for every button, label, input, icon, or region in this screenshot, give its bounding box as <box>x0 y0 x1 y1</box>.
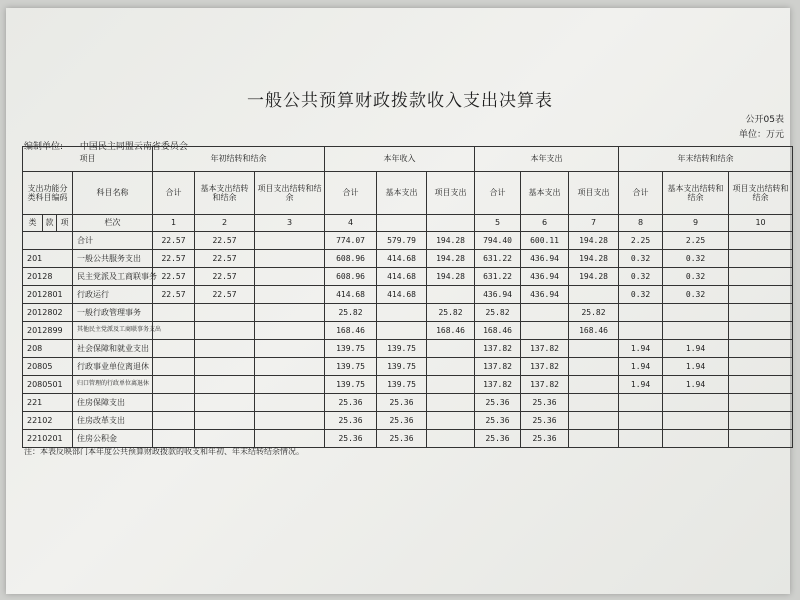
row-cell-col9 <box>569 286 619 304</box>
row-cell-col11 <box>663 322 729 340</box>
row-subject-name: 一般行政管理事务 <box>73 304 153 322</box>
header-expense-basic: 基本支出 <box>521 172 569 215</box>
row-cell-col2 <box>195 376 255 394</box>
row-subject-name: 住房保障支出 <box>73 394 153 412</box>
row-cell-col6: 194.28 <box>427 250 475 268</box>
row-cell-col6 <box>427 376 475 394</box>
header-begin-basic: 基本支出结转和结余 <box>195 172 255 215</box>
row-cell-col4: 608.96 <box>325 250 377 268</box>
row-cell-col11 <box>663 430 729 448</box>
row-cell-col8: 137.82 <box>521 376 569 394</box>
row-cell-col5: 414.68 <box>377 268 427 286</box>
row-cell-col11: 1.94 <box>663 340 729 358</box>
row-cell-col7: 137.82 <box>475 340 521 358</box>
row-cell-col8: 436.94 <box>521 268 569 286</box>
header-end-total: 合计 <box>619 172 663 215</box>
row-subject-name: 一般公共服务支出 <box>73 250 153 268</box>
footnote: 注：本表反映部门本年度公共预算财政拨款的收支和年初、年末结转结余情况。 <box>24 447 304 456</box>
row-cell-col4: 168.46 <box>325 322 377 340</box>
row-subject-name: 民主党派及工商联事务 <box>73 268 153 286</box>
row-subject-name: 行政运行 <box>73 286 153 304</box>
header-income-total: 合计 <box>325 172 377 215</box>
row-cell-col1: 22.57 <box>153 286 195 304</box>
row-cell-col7: 25.36 <box>475 412 521 430</box>
row-cell-col6: 194.28 <box>427 268 475 286</box>
row-cell-col12 <box>729 322 793 340</box>
table-row <box>23 322 793 340</box>
table-row <box>23 376 793 394</box>
org-label: 编制单位: <box>24 142 64 152</box>
row-code: 2210201 <box>23 430 73 448</box>
row-cell-col11: 1.94 <box>663 376 729 394</box>
row-cell-col9: 25.82 <box>569 304 619 322</box>
row-cell-col12 <box>729 394 793 412</box>
row-cell-col8 <box>521 304 569 322</box>
row-cell-col2 <box>195 394 255 412</box>
row-cell-col6 <box>427 412 475 430</box>
row-cell-col9 <box>569 358 619 376</box>
header-expense: 本年支出 <box>475 147 619 172</box>
row-cell-col6 <box>427 286 475 304</box>
row-cell-col4: 139.75 <box>325 358 377 376</box>
row-code: 2012801 <box>23 286 73 304</box>
row-cell-col7: 631.22 <box>475 268 521 286</box>
row-cell-col12 <box>729 250 793 268</box>
col-num: 5 <box>475 215 521 232</box>
row-cell-col10 <box>619 304 663 322</box>
row-cell-col7: 794.40 <box>475 232 521 250</box>
row-cell-col3 <box>255 286 325 304</box>
row-subject-name: 合计 <box>73 232 153 250</box>
row-subject-name: 住房改革支出 <box>73 412 153 430</box>
row-cell-col4: 774.07 <box>325 232 377 250</box>
row-cell-col4: 139.75 <box>325 376 377 394</box>
row-cell-col3 <box>255 268 325 286</box>
row-cell-col5: 25.36 <box>377 412 427 430</box>
row-cell-col1 <box>153 412 195 430</box>
row-cell-col5: 139.75 <box>377 376 427 394</box>
header-begin-project: 项目支出结转和结余 <box>255 172 325 215</box>
row-cell-col12 <box>729 232 793 250</box>
row-cell-col4: 25.36 <box>325 412 377 430</box>
row-cell-col3 <box>255 250 325 268</box>
header-row-2 <box>23 172 793 215</box>
row-cell-col5: 25.36 <box>377 394 427 412</box>
row-cell-col12 <box>729 268 793 286</box>
row-cell-col4: 25.82 <box>325 304 377 322</box>
row-code: 22102 <box>23 412 73 430</box>
row-code: 2012899 <box>23 322 73 340</box>
row-cell-col4: 139.75 <box>325 340 377 358</box>
row-cell-col7: 25.36 <box>475 430 521 448</box>
budget-table <box>22 146 793 448</box>
row-cell-col10: 0.32 <box>619 250 663 268</box>
col-num: 7 <box>569 215 619 232</box>
row-cell-col9 <box>569 394 619 412</box>
row-cell-col10: 0.32 <box>619 286 663 304</box>
row-cell-col3 <box>255 430 325 448</box>
row-cell-col3 <box>255 232 325 250</box>
table-row <box>23 250 793 268</box>
row-cell-col9: 194.28 <box>569 232 619 250</box>
row-cell-col11 <box>663 304 729 322</box>
row-cell-col1 <box>153 304 195 322</box>
row-cell-col7: 631.22 <box>475 250 521 268</box>
row-cell-col2 <box>195 322 255 340</box>
row-code: 2012802 <box>23 304 73 322</box>
row-cell-col1: 22.57 <box>153 232 195 250</box>
row-cell-col3 <box>255 358 325 376</box>
row-cell-col5: 579.79 <box>377 232 427 250</box>
header-row-1 <box>23 147 793 172</box>
row-code <box>23 232 73 250</box>
row-cell-col6: 168.46 <box>427 322 475 340</box>
row-subject-name: 社会保障和就业支出 <box>73 340 153 358</box>
header-subject-name: 科目名称 <box>73 172 153 215</box>
col-num: 2 <box>195 215 255 232</box>
org-name: 中国民主同盟云南省委员会 <box>79 142 188 152</box>
row-cell-col3 <box>255 304 325 322</box>
col-num: 4 <box>325 215 377 232</box>
row-code: 20128 <box>23 268 73 286</box>
row-cell-col2: 22.57 <box>195 250 255 268</box>
row-cell-col11: 0.32 <box>663 268 729 286</box>
row-cell-col8: 137.82 <box>521 358 569 376</box>
row-cell-col5: 25.36 <box>377 430 427 448</box>
row-code: 20805 <box>23 358 73 376</box>
row-cell-col2 <box>195 430 255 448</box>
row-cell-col10: 1.94 <box>619 358 663 376</box>
row-cell-col12 <box>729 376 793 394</box>
row-cell-col9: 194.28 <box>569 268 619 286</box>
row-cell-col7: 137.82 <box>475 376 521 394</box>
row-cell-col12 <box>729 358 793 376</box>
row-subject-name: 其他民主党派及工商联事务支出 <box>73 322 153 340</box>
row-cell-col11: 2.25 <box>663 232 729 250</box>
row-cell-col2 <box>195 412 255 430</box>
col-num: 8 <box>619 215 663 232</box>
header-expense-total: 合计 <box>475 172 521 215</box>
table-row <box>23 340 793 358</box>
row-cell-col3 <box>255 340 325 358</box>
row-cell-col7: 25.82 <box>475 304 521 322</box>
row-cell-col8: 436.94 <box>521 286 569 304</box>
table-body <box>23 232 793 448</box>
row-cell-col6 <box>427 358 475 376</box>
row-cell-col9 <box>569 376 619 394</box>
row-cell-col8: 25.36 <box>521 412 569 430</box>
header-begin: 年初结转和结余 <box>153 147 325 172</box>
table-row <box>23 430 793 448</box>
header-end-project: 项目支出结转和结余 <box>729 172 793 215</box>
row-cell-col5: 414.68 <box>377 286 427 304</box>
row-cell-col10 <box>619 394 663 412</box>
header-kuan: 款 <box>43 215 57 232</box>
row-cell-col6 <box>427 340 475 358</box>
row-cell-col12 <box>729 304 793 322</box>
row-cell-col3 <box>255 412 325 430</box>
col-num: 6 <box>521 215 569 232</box>
row-cell-col4: 414.68 <box>325 286 377 304</box>
row-cell-col11 <box>663 394 729 412</box>
row-subject-name: 住房公积金 <box>73 430 153 448</box>
row-cell-col5: 414.68 <box>377 250 427 268</box>
row-cell-col6 <box>427 430 475 448</box>
table-row <box>23 268 793 286</box>
header-col-label: 栏次 <box>73 215 153 232</box>
row-cell-col1 <box>153 430 195 448</box>
row-cell-col5: 139.75 <box>377 340 427 358</box>
row-cell-col2: 22.57 <box>195 232 255 250</box>
row-code: 2080501 <box>23 376 73 394</box>
table-row <box>23 412 793 430</box>
header-income-project: 项目支出 <box>427 172 475 215</box>
row-cell-col10 <box>619 412 663 430</box>
row-cell-col12 <box>729 286 793 304</box>
row-cell-col2: 22.57 <box>195 286 255 304</box>
row-cell-col10: 2.25 <box>619 232 663 250</box>
row-cell-col4: 25.36 <box>325 430 377 448</box>
table-row <box>23 286 793 304</box>
row-cell-col1 <box>153 340 195 358</box>
row-cell-col9: 168.46 <box>569 322 619 340</box>
row-cell-col10: 1.94 <box>619 340 663 358</box>
header-end-basic: 基本支出结转和结余 <box>663 172 729 215</box>
row-subject-name: 行政事业单位离退休 <box>73 358 153 376</box>
header-lei: 类 <box>23 215 43 232</box>
header-xiang: 项 <box>57 215 73 232</box>
table-row <box>23 304 793 322</box>
row-cell-col3 <box>255 322 325 340</box>
row-cell-col7: 168.46 <box>475 322 521 340</box>
row-cell-col11: 0.32 <box>663 250 729 268</box>
col-num: 9 <box>663 215 729 232</box>
col-num: 3 <box>255 215 325 232</box>
row-cell-col1 <box>153 376 195 394</box>
row-cell-col4: 608.96 <box>325 268 377 286</box>
row-cell-col5 <box>377 304 427 322</box>
row-cell-col2: 22.57 <box>195 268 255 286</box>
col-num <box>427 215 475 232</box>
row-cell-col6 <box>427 394 475 412</box>
row-cell-col2 <box>195 340 255 358</box>
table-row <box>23 358 793 376</box>
row-cell-col11: 0.32 <box>663 286 729 304</box>
col-num: 1 <box>153 215 195 232</box>
row-cell-col12 <box>729 340 793 358</box>
row-cell-col9: 194.28 <box>569 250 619 268</box>
col-num: 10 <box>729 215 793 232</box>
row-cell-col1: 22.57 <box>153 250 195 268</box>
row-cell-col12 <box>729 412 793 430</box>
row-cell-col8 <box>521 322 569 340</box>
header-expense-project: 项目支出 <box>569 172 619 215</box>
row-cell-col8: 25.36 <box>521 430 569 448</box>
row-cell-col4: 25.36 <box>325 394 377 412</box>
header-income-basic: 基本支出 <box>377 172 427 215</box>
row-cell-col2 <box>195 358 255 376</box>
row-cell-col10 <box>619 322 663 340</box>
header-row-3 <box>23 215 793 232</box>
row-code: 208 <box>23 340 73 358</box>
page-title: 一般公共预算财政拨款收入支出决算表 <box>247 91 553 111</box>
row-cell-col9 <box>569 340 619 358</box>
row-cell-col3 <box>255 376 325 394</box>
header-project: 项目 <box>23 147 153 172</box>
header-income: 本年收入 <box>325 147 475 172</box>
row-cell-col9 <box>569 412 619 430</box>
col-num <box>377 215 427 232</box>
row-code: 221 <box>23 394 73 412</box>
header-end: 年末结转和结余 <box>619 147 793 172</box>
row-cell-col1 <box>153 394 195 412</box>
table-row <box>23 232 793 250</box>
row-cell-col8: 436.94 <box>521 250 569 268</box>
row-cell-col5: 139.75 <box>377 358 427 376</box>
row-cell-col11 <box>663 412 729 430</box>
row-cell-col8: 25.36 <box>521 394 569 412</box>
header-func-code: 支出功能分类科目编码 <box>23 172 73 215</box>
header-begin-total: 合计 <box>153 172 195 215</box>
row-cell-col1: 22.57 <box>153 268 195 286</box>
row-cell-col8: 137.82 <box>521 340 569 358</box>
table-row <box>23 394 793 412</box>
row-cell-col9 <box>569 430 619 448</box>
row-cell-col12 <box>729 430 793 448</box>
row-cell-col10: 0.32 <box>619 268 663 286</box>
row-cell-col7: 436.94 <box>475 286 521 304</box>
row-cell-col5 <box>377 322 427 340</box>
row-cell-col3 <box>255 394 325 412</box>
row-cell-col11: 1.94 <box>663 358 729 376</box>
row-cell-col6: 194.28 <box>427 232 475 250</box>
row-cell-col10 <box>619 430 663 448</box>
row-code: 201 <box>23 250 73 268</box>
row-cell-col1 <box>153 358 195 376</box>
row-cell-col7: 137.82 <box>475 358 521 376</box>
row-cell-col2 <box>195 304 255 322</box>
row-cell-col10: 1.94 <box>619 376 663 394</box>
row-subject-name: 归口管理的行政单位离退休 <box>73 376 153 394</box>
row-cell-col8: 600.11 <box>521 232 569 250</box>
form-number: 公开05表 <box>745 115 784 125</box>
unit-label: 单位：万元 <box>738 130 784 140</box>
row-cell-col7: 25.36 <box>475 394 521 412</box>
row-cell-col6: 25.82 <box>427 304 475 322</box>
